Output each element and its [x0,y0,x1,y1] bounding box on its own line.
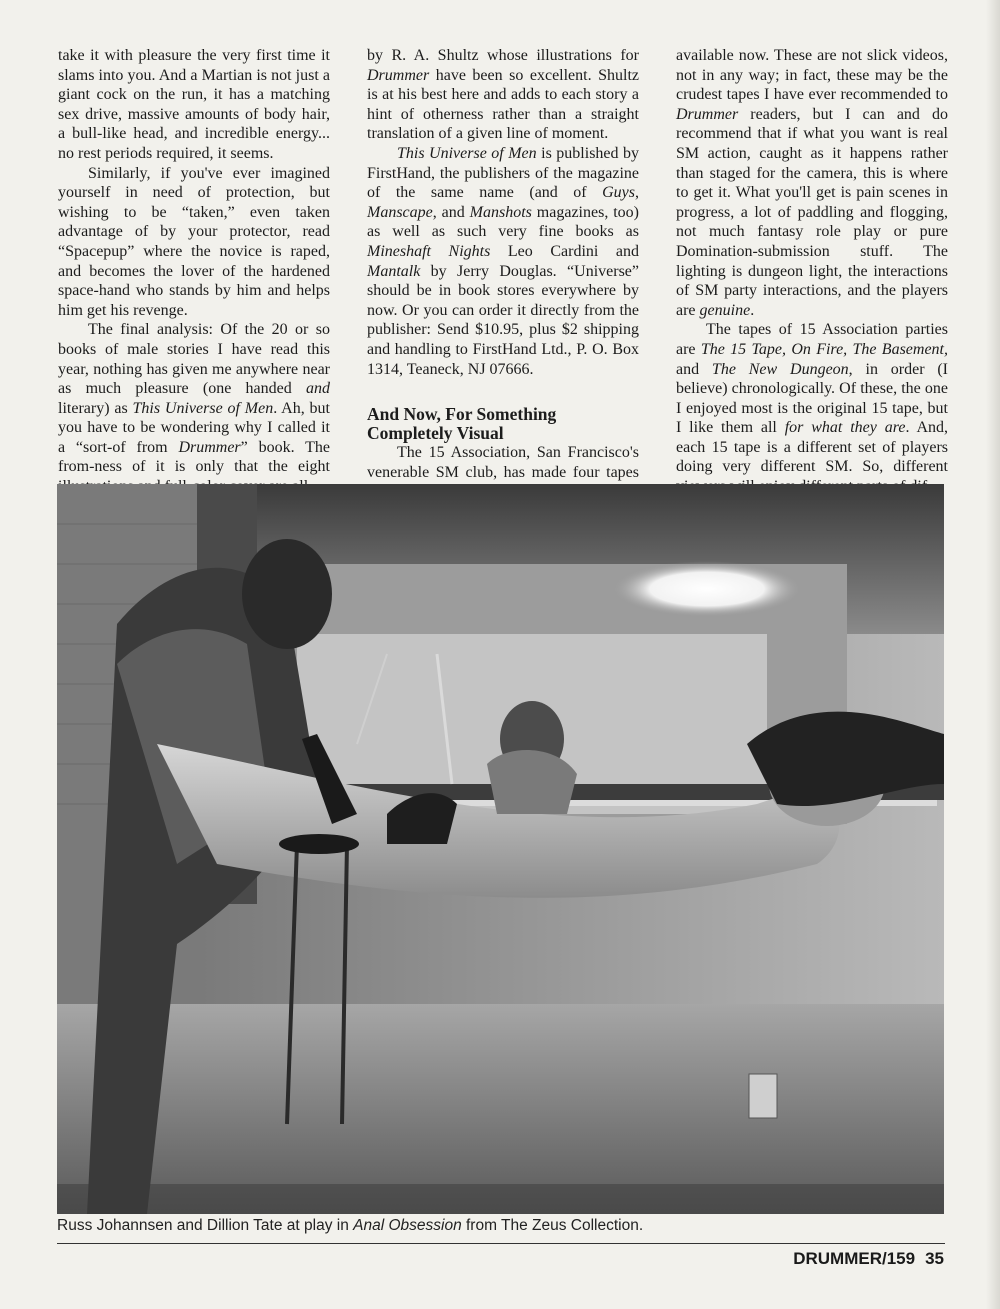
article-column-2 [367,46,639,502]
paragraph: The tapes of 15 Association parties are The 15 Tape, On Fire, The Basement, and The New Dungeon, in order (I believe) chronologically. Of these, the one I enjoyed most is the original 15 tape, but I like them all for what they are. And, each 15 tape is a different set of players doing very different SM. So, different [676,321,949,476]
paragraph: This Universe of Men is published by FirstHand, the publishers of the magazine of the same name (and of Guys, Manscape, and Manshots magazines, too) as well as such very fine books as Mineshaft Nights Leo Cardini and Mantalk by Jerry Douglas. “Universe” should be in book stores everywhere by now. Or you can order it directly from the publisher: Send $10.95, plus $2 shipping and handling to FirstHand Ltd., P. O. Box 1314, Teaneck, NJ 07666. [367,144,639,378]
paragraph: The final analysis: Of the 20 or so books of male stories I have read this year, nothing has given me anywhere near as much pleasure (one handed and literary) as This Universe of Men. Ah, but you have to be wondering why I called it a “sort-of from Drummer” book. The from-ness of it is only that the eight [58,321,330,476]
paragraph: take it with pleasure the very first time it slams into you. And a Martian is not just a giant cock on the run, it has a matching sex drive, massive amounts of body hair, a bull-like head, and incredible energy... no rest periods required, it seems. [58,47,330,162]
paragraph: Similarly, if you've ever imagined yourself in need of protection, but wishing to be “taken,” even taken advantage of by your protector, read “Spacepup” where the novice is raped, and becomes the lover of the hardened space-hand who stands by him and helps him get his revenge. [58,164,330,319]
photo-scene [57,484,944,1214]
paragraph: by R. A. Shultz whose illustrations for Drummer have been so excellent. Shultz is at his best here and adds to each story a hint of otherness rather than a straight translation of a given line of moment. [367,47,639,143]
paragraph: available now. These are not slick videos, not in any way; in fact, these may be the crudest tapes I have ever recommended to Drummer readers, but I can and do recommend that if what you want is real SM action, caught as it happens rather than staged for the camera, this is where to get it. What you'll get is pain scenes in progress, a lot of paddling and flogging, not much fantasy role play or pure Domination-submission stuff. The lighting is dungeon light, the interactions of SM party interactions, and the players are genuine. [676,47,948,319]
photo-caption: Russ Johannsen and Dillion Tate at play in Anal Obsession from The Zeus Collection. [57,1217,644,1234]
page-edge-shadow [986,0,1000,1309]
magazine-issue: DRUMMER/159 [793,1249,916,1268]
page-number: 35 [925,1249,944,1268]
section-heading: And Now, For Something Completely Visual [367,404,557,444]
article-column-3 [676,46,948,497]
photograph [57,484,944,1214]
paragraph: The 15 Association, San Francisco's venerable SM club, has made four tapes [367,444,639,481]
page-footer [793,1249,944,1269]
article-column-1 [58,46,330,497]
footer-rule [57,1243,945,1244]
